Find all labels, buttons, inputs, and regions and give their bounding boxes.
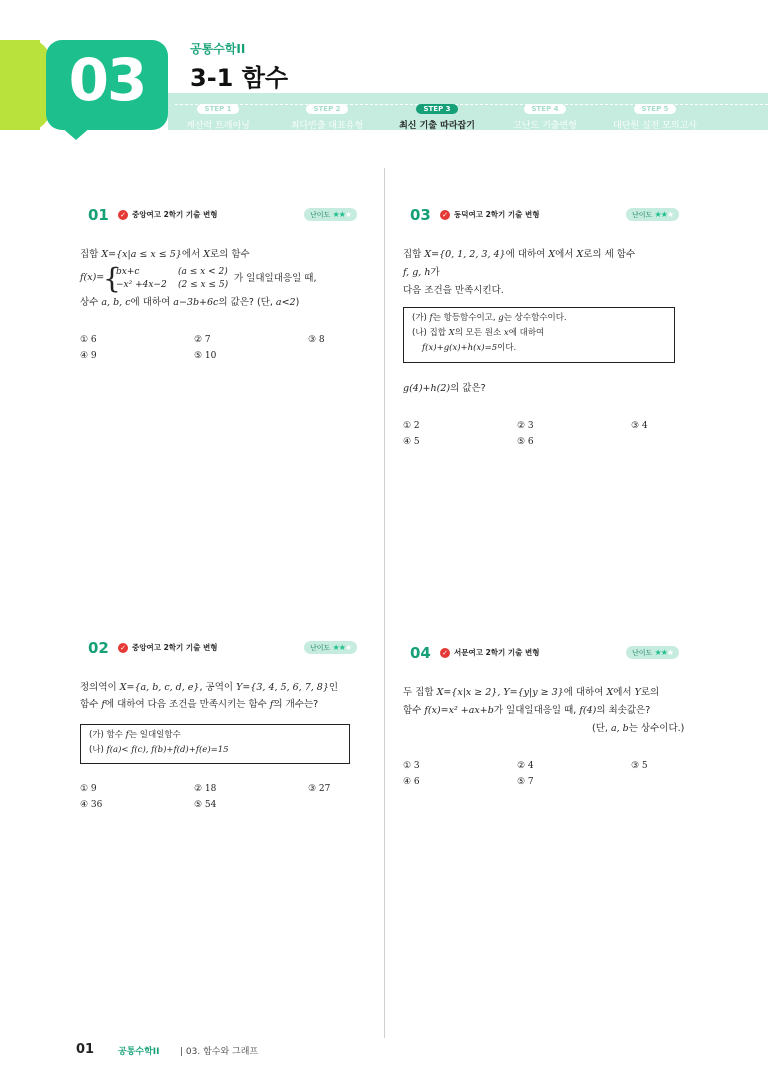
subject-label: 공통수학II <box>190 42 246 56</box>
step-pill: STEP 5 <box>634 104 675 114</box>
condition-1: (가) 함수 f는 일대일함수 <box>89 730 181 740</box>
choice-5[interactable]: ⑤ 10 <box>194 351 217 361</box>
step-1[interactable] <box>163 96 273 131</box>
problem-line: 집합 X={0, 1, 2, 3, 4}에 대하여 X에서 X로의 세 함수 <box>403 249 636 260</box>
step-pill: STEP 4 <box>524 104 565 114</box>
star-icon: ★★ <box>654 210 667 219</box>
problem-line: 정의역이 X={a, b, c, d, e}, 공역이 Y={3, 4, 5, 6, 7, 8}인 <box>80 682 339 693</box>
problem-number: 04 <box>410 644 431 662</box>
chapter-number: 03 <box>68 46 146 114</box>
choice-4[interactable]: ④ 9 <box>80 351 97 361</box>
problem-header <box>88 207 378 227</box>
star-empty-icon: ★ <box>666 648 674 657</box>
chapter-badge <box>46 40 168 130</box>
check-icon: ✓ <box>440 210 450 220</box>
problem-header <box>410 207 700 227</box>
brace-symbol: { <box>103 262 121 295</box>
column-divider <box>384 168 385 1038</box>
difficulty-badge <box>304 641 357 654</box>
condition-1: (가) f는 항등함수이고, g는 상수함수이다. <box>412 313 567 323</box>
step-4[interactable] <box>490 96 600 131</box>
choice-1[interactable]: ① 6 <box>80 335 97 345</box>
problem-source: 동덕여고 2학기 기출 변형 <box>454 210 540 219</box>
problem-line: f, g, h가 <box>403 267 440 278</box>
condition-3: f(x)+g(x)+h(x)=5이다. <box>422 343 517 353</box>
problem-line: 가 일대일대응일 때, <box>234 273 317 284</box>
difficulty-label: 난이도 <box>632 211 653 219</box>
problem-number: 01 <box>88 206 109 224</box>
problem-header <box>410 645 700 665</box>
step-label: 최신 기출 따라잡기 <box>399 121 475 131</box>
step-pill: STEP 3 <box>416 104 457 114</box>
problem-line: 집합 X={x|a ≤ x ≤ 5}에서 X로의 함수 <box>80 249 250 260</box>
star-icon: ★★ <box>332 210 345 219</box>
step-2[interactable] <box>272 96 382 131</box>
star-icon: ★★ <box>332 643 345 652</box>
choice-5[interactable]: ⑤ 54 <box>194 800 217 810</box>
choice-1[interactable]: ① 2 <box>403 421 420 431</box>
step-5[interactable] <box>600 96 710 131</box>
choice-3[interactable]: ③ 8 <box>308 335 325 345</box>
difficulty-badge <box>626 208 679 221</box>
choice-2[interactable]: ② 3 <box>517 421 534 431</box>
problem-line: (단, a, b는 상수이다.) <box>592 723 685 734</box>
footer-subject: 공통수학II <box>118 1047 160 1057</box>
page-title: 3-1 함수 <box>190 64 289 92</box>
step-label: 고난도 기출변형 <box>513 121 577 131</box>
star-icon: ★★ <box>654 648 667 657</box>
function-definition: f(x)= <box>80 272 105 283</box>
choice-3[interactable]: ③ 5 <box>631 761 648 771</box>
step-3[interactable] <box>382 96 492 131</box>
problem-line: 다음 조건을 만족시킨다. <box>403 285 504 296</box>
choice-4[interactable]: ④ 6 <box>403 777 420 787</box>
problem-source: 서문여고 2학기 기출 변형 <box>454 648 540 657</box>
difficulty-label: 난이도 <box>310 211 331 219</box>
check-icon: ✓ <box>118 643 128 653</box>
check-icon: ✓ <box>440 648 450 658</box>
choice-4[interactable]: ④ 36 <box>80 800 103 810</box>
choice-5[interactable]: ⑤ 7 <box>517 777 534 787</box>
problem-number: 02 <box>88 639 109 657</box>
condition-2: (나) 집합 X의 모든 원소 x에 대하여 <box>412 328 545 338</box>
difficulty-badge <box>626 646 679 659</box>
problem-header <box>88 640 378 660</box>
step-label: 대단원 실전 모의고사 <box>613 121 697 131</box>
choice-1[interactable]: ① 9 <box>80 784 97 794</box>
problem-source: 중앙여고 2학기 기출 변형 <box>132 210 218 219</box>
problem-source: 중앙여고 2학기 기출 변형 <box>132 643 218 652</box>
condition-2: (나) f(a)< f(c), f(b)+f(d)+f(e)=15 <box>89 745 229 755</box>
page-number: 01 <box>76 1042 95 1057</box>
problem-line: 함수 f(x)=x² +ax+b가 일대일대응일 때, f(4)의 최솟값은? <box>403 705 651 716</box>
choice-3[interactable]: ③ 27 <box>308 784 331 794</box>
star-empty-icon: ★ <box>666 210 674 219</box>
choice-2[interactable]: ② 4 <box>517 761 534 771</box>
footer-chapter: | 03. 함수와 그래프 <box>180 1047 259 1057</box>
condition-box <box>80 724 350 764</box>
star-empty-icon: ★ <box>344 210 352 219</box>
step-label: 계산력 트레이닝 <box>186 121 250 131</box>
choice-5[interactable]: ⑤ 6 <box>517 437 534 447</box>
choice-4[interactable]: ④ 5 <box>403 437 420 447</box>
star-empty-icon: ★ <box>344 643 352 652</box>
difficulty-label: 난이도 <box>632 649 653 657</box>
problem-line: 상수 a, b, c에 대하여 a−3b+6c의 값은? (단, a<2) <box>80 297 300 308</box>
condition-box <box>403 307 675 363</box>
step-pill: STEP 2 <box>306 104 347 114</box>
choice-2[interactable]: ② 18 <box>194 784 217 794</box>
choice-2[interactable]: ② 7 <box>194 335 211 345</box>
chapter-badge-tail <box>60 126 92 140</box>
problem-number: 03 <box>410 206 431 224</box>
difficulty-badge <box>304 208 357 221</box>
problem-question: g(4)+h(2)의 값은? <box>403 383 486 394</box>
problem-01: 01 ✓ 중앙여고 2학기 기출 변형 난이도 ★★★ 집합 X={x|a ≤ x ≤ 5}에서 X로의 함수 f(x)= { bx+c (a ≤ x < 2) −x² +4x−2 (2 ≤ x ≤ 5) 가 일대일대응일 때, 상수 a, b, c에 대하여 a−3b+6c의 값은? (단, a<2) ① 6 ② 7 ③ 8 ④ 9 ⑤ 10 <box>88 207 378 387</box>
step-pill: STEP 1 <box>197 104 238 114</box>
problem-03 <box>403 206 700 457</box>
problem-02 <box>80 639 378 830</box>
problem-line: 함수 f에 대하여 다음 조건을 만족시키는 함수 f의 개수는? <box>80 699 319 710</box>
problem-04 <box>403 644 700 805</box>
check-icon: ✓ <box>118 210 128 220</box>
choice-3[interactable]: ③ 4 <box>631 421 648 431</box>
difficulty-label: 난이도 <box>310 644 331 652</box>
problem-line: 두 집합 X={x|x ≥ 2}, Y={y|y ≥ 3}에 대하여 X에서 Y로의 <box>403 687 660 698</box>
step-label: 최다빈출 대표유형 <box>290 121 364 131</box>
choice-1[interactable]: ① 3 <box>403 761 420 771</box>
